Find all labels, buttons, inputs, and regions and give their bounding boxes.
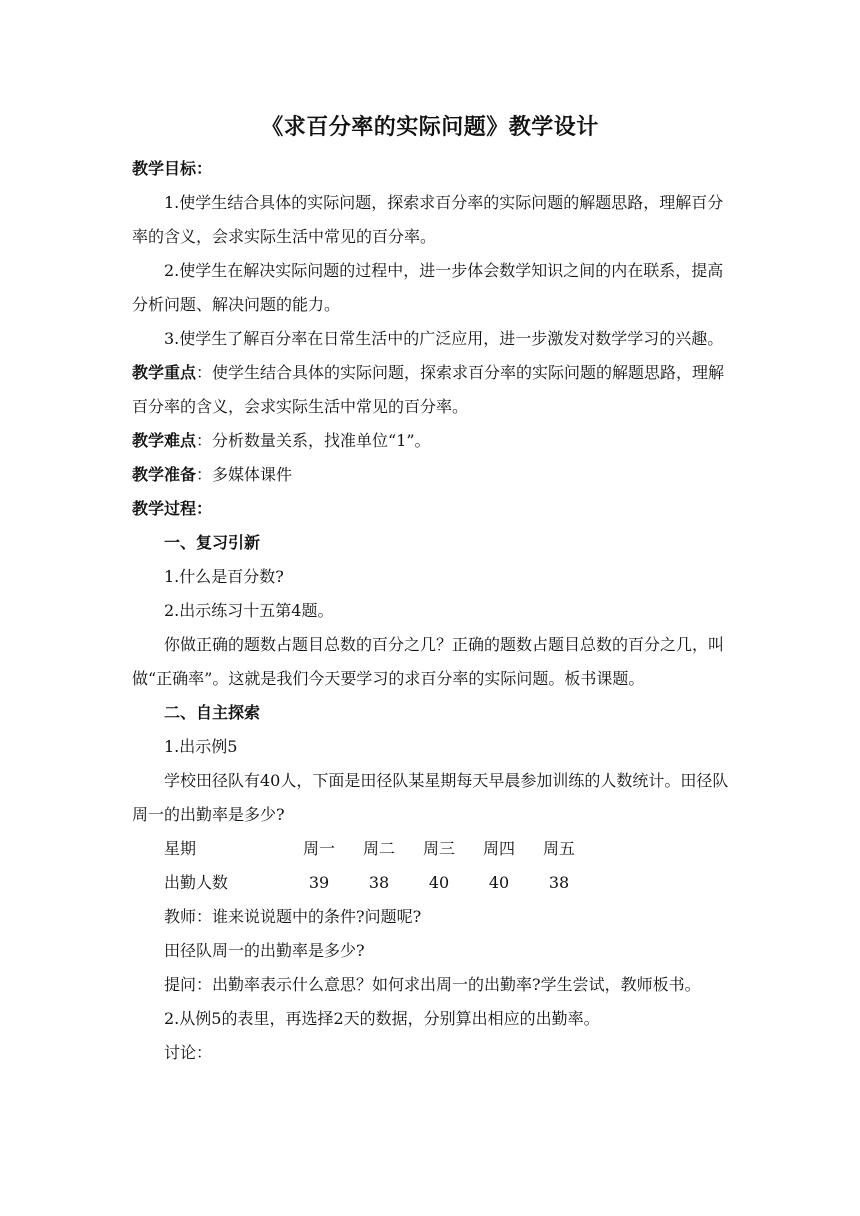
teacher-line: 教师：谁来说说题中的条件?问题呢?: [164, 907, 422, 926]
difficulty-label: 教学难点: [132, 431, 197, 450]
table-header-row: [132, 832, 732, 866]
question-line: 田径队周一的出勤率是多少?: [164, 941, 365, 960]
preparation-label: 教学准备: [132, 465, 197, 484]
table-cell: 40: [428, 873, 450, 892]
ask-line: 提问：出勤率表示什么意思？如何求出周一的出勤率?学生尝试，教师板书。: [164, 975, 701, 994]
table-cell: 出勤人数: [164, 873, 229, 892]
section-heading: 二、自主探索: [164, 703, 261, 722]
objective-item: 3.使学生了解百分率在日常生活中的广泛应用，进一步激发对数学学习的兴趣。: [164, 329, 724, 348]
item2-line: 2.从例5的表里，再选择2天的数据，分别算出相应的出勤率。: [164, 1009, 600, 1028]
key-point-text: ：使学生结合具体的实际问题，探索求百分率的实际问题的解题思路，理解百分率的含义，会求实际生活中常见的百分率。: [132, 363, 725, 416]
objectives-label: 教学目标：: [132, 159, 213, 178]
section-item: 你做正确的题数占题目总数的百分之几？正确的题数占题目总数的百分之几，叫做“正确率”。这就是我们今天要学习的求百分率的实际问题。板书课题。: [132, 635, 725, 688]
difficulty-paragraph: [132, 424, 732, 458]
section-heading: 一、复习引新: [164, 533, 261, 552]
key-point-label: 教学重点: [132, 363, 197, 382]
process-label: 教学过程：: [132, 499, 213, 518]
table-cell: 39: [308, 873, 330, 892]
table-header-cell: 周三: [422, 839, 455, 858]
objective-item: 2.使学生在解决实际问题的过程中，进一步体会数学知识之间的内在联系，提高分析问题、解决问题的能力。: [132, 261, 724, 314]
key-point-paragraph: [132, 356, 732, 424]
example-line: 1.出示例5: [164, 737, 238, 756]
document-body: [132, 152, 732, 1070]
table-row: [132, 866, 732, 900]
difficulty-text: ：分析数量关系，找准单位“1”。: [196, 431, 431, 450]
section-item: 1.什么是百分数?: [164, 567, 284, 586]
section-item: 2.出示练习十五第4题。: [164, 601, 334, 620]
table-header-cell: 周五: [542, 839, 575, 858]
table-header-cell: 周一: [302, 839, 335, 858]
document-title: 《求百分率的实际问题》教学设计: [261, 114, 599, 140]
table-cell: 38: [368, 873, 390, 892]
problem-text: 学校田径队有40人，下面是田径队某星期每天早晨参加训练的人数统计。田径队周一的出勤率是多少?: [132, 771, 729, 824]
preparation-text: ：多媒体课件: [196, 465, 293, 484]
table-header-cell: 周四: [482, 839, 515, 858]
discuss-line: 讨论：: [164, 1043, 213, 1062]
objective-item: 1.使学生结合具体的实际问题，探索求百分率的实际问题的解题思路，理解百分率的含义，会求实际生活中常见的百分率。: [132, 193, 724, 246]
preparation-paragraph: [132, 458, 732, 492]
table-header-cell: 星期: [164, 839, 197, 858]
table-header-cell: 周二: [362, 839, 395, 858]
table-cell: 38: [548, 873, 570, 892]
table-cell: 40: [488, 873, 510, 892]
